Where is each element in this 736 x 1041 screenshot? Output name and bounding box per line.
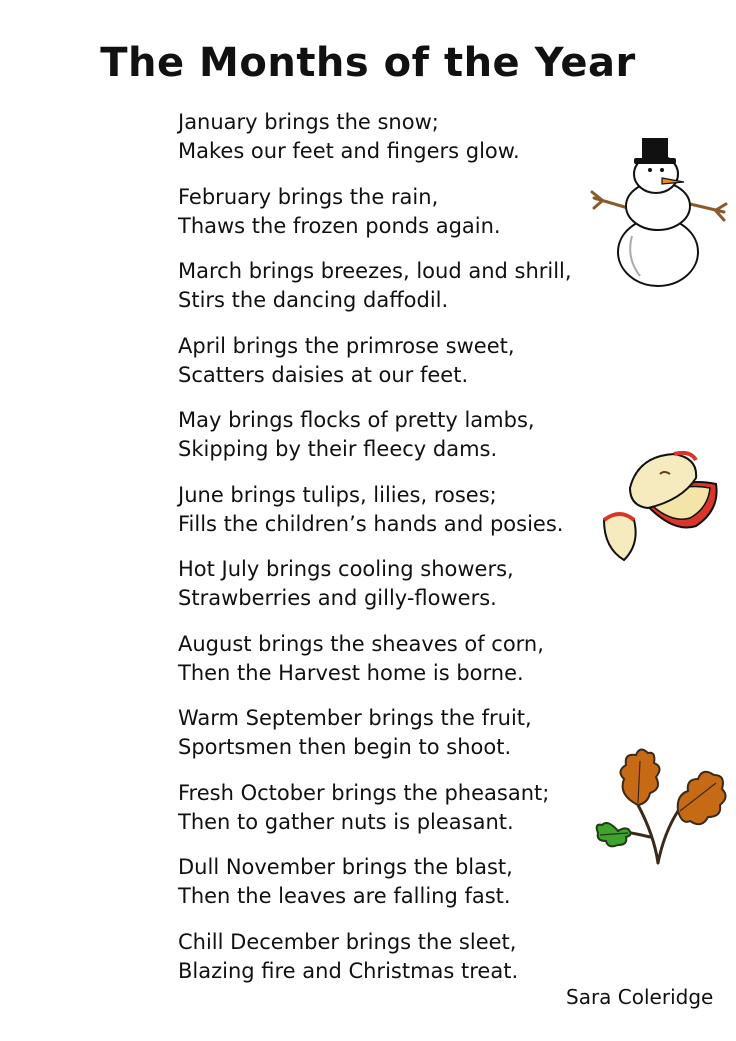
stanza-november <box>178 853 618 911</box>
poem-line: Blazing fire and Christmas treat. <box>178 958 519 983</box>
stanza-may <box>178 406 618 464</box>
poem-title: The Months of the Year <box>100 40 636 86</box>
poem-line: Warm September brings the fruit, <box>178 706 532 730</box>
stanza-august <box>178 630 618 688</box>
poem-line: Scatters daisies at our feet. <box>178 362 469 387</box>
stanza-march <box>178 257 618 315</box>
poem-line: April brings the primrose sweet, <box>178 333 515 358</box>
poem-line: Hot July brings cooling showers, <box>178 557 514 581</box>
poem-line: Dull November brings the blast, <box>178 855 513 879</box>
poem-line: Fresh October brings the pheasant; <box>178 780 550 805</box>
poem-line: Skipping by their fleecy dams. <box>178 437 498 461</box>
poem-line: June brings tulips, lilies, roses; <box>178 482 497 507</box>
poem-line: August brings the sheaves of corn, <box>178 631 544 656</box>
poem-line: Strawberries and gilly-flowers. <box>178 586 497 610</box>
stanza-april <box>178 332 618 390</box>
poem-line: March brings breezes, loud and shrill, <box>178 259 572 283</box>
poem-line: Chill December brings the sleet, <box>178 929 517 954</box>
stanza-september <box>178 704 618 762</box>
stanza-october <box>178 779 618 837</box>
poem-line: January brings the snow; <box>178 110 439 134</box>
poem-line: Makes our feet and fingers glow. <box>178 139 520 163</box>
snowman-illustration <box>590 128 736 290</box>
poem-line: Sportsmen then begin to shoot. <box>178 735 512 759</box>
poem-line: Thaws the frozen ponds again. <box>178 213 501 238</box>
poem-author: Sara Coleridge <box>566 985 714 1009</box>
poem-line: Then the Harvest home is borne. <box>178 660 524 685</box>
apple-slices-illustration <box>590 448 734 566</box>
poem-body <box>178 108 618 1002</box>
stanza-february <box>178 183 618 241</box>
stanza-december <box>178 928 618 986</box>
stanza-july <box>178 555 618 613</box>
poem-line: Fills the children’s hands and posies. <box>178 511 564 536</box>
autumn-leaves-illustration <box>594 745 730 869</box>
poem-line: Stirs the dancing daffodil. <box>178 288 449 312</box>
poem-line: Then to gather nuts is pleasant. <box>178 809 514 834</box>
stanza-june <box>178 481 618 539</box>
stanza-january <box>178 108 618 166</box>
poem-line: Then the leaves are falling fast. <box>178 884 511 908</box>
poem-line: February brings the rain, <box>178 184 439 209</box>
poem-line: May brings flocks of pretty lambs, <box>178 408 535 432</box>
